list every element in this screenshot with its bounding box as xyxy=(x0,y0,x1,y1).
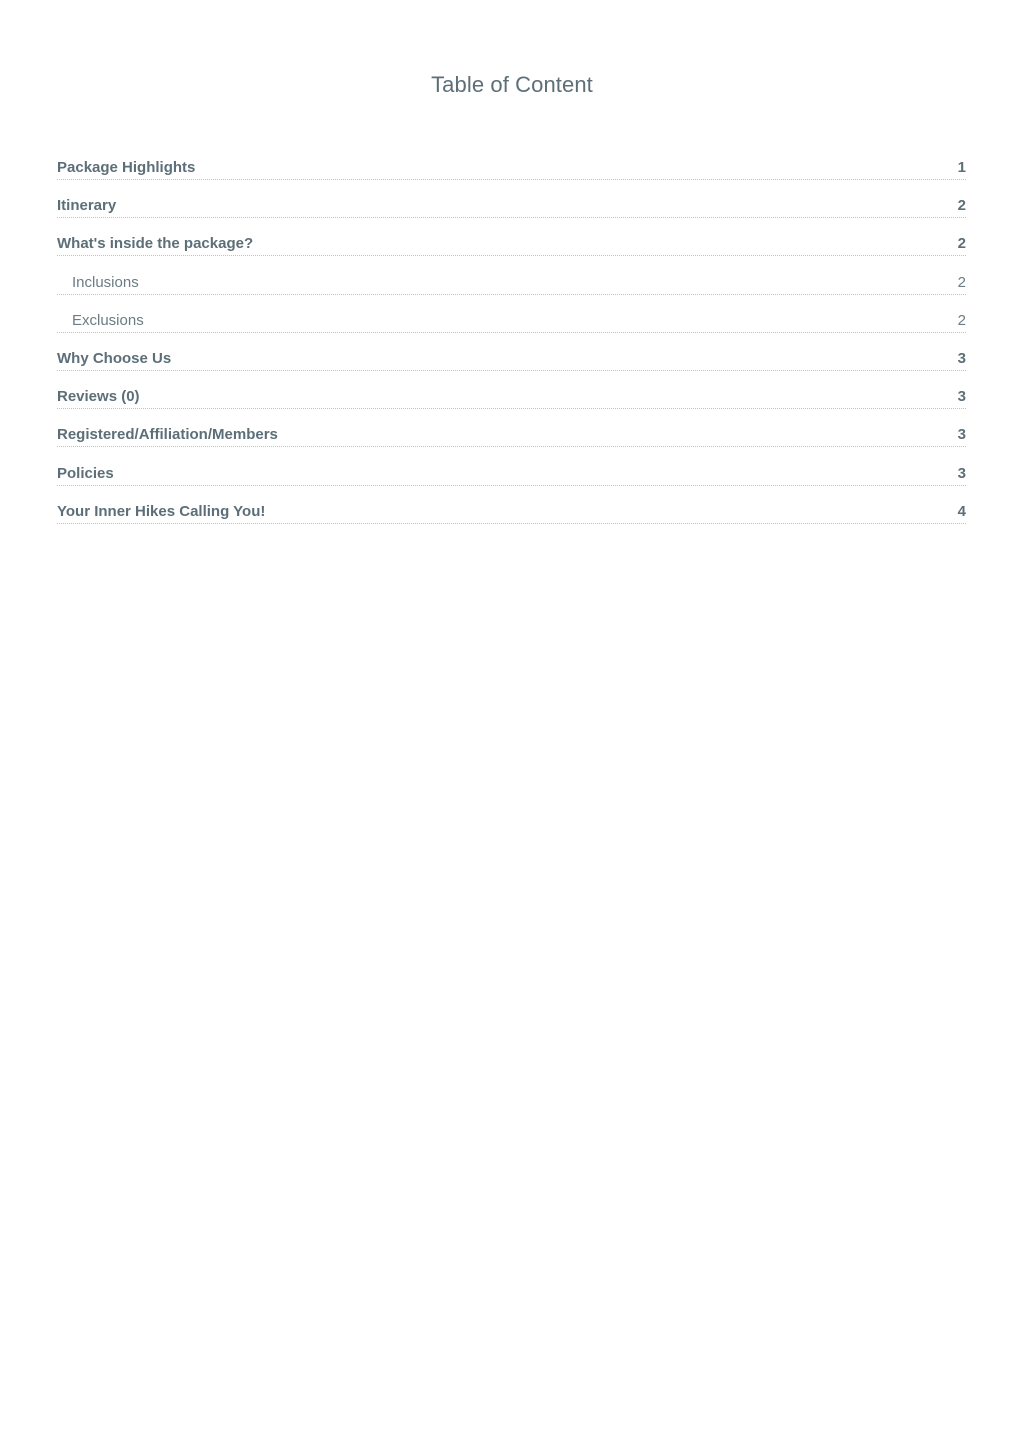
dotted-leader xyxy=(57,255,966,256)
toc-entry-page-number: 1 xyxy=(957,159,966,176)
toc-entry-label[interactable]: Exclusions xyxy=(72,311,144,329)
dotted-leader xyxy=(57,370,966,371)
dotted-leader xyxy=(57,408,966,409)
toc-entry-inner-hikes[interactable] xyxy=(57,494,966,532)
toc-entry-label[interactable]: Package Highlights xyxy=(57,159,196,176)
toc-entry-registered-affiliation[interactable] xyxy=(57,417,966,455)
toc-entry-label[interactable]: Inclusions xyxy=(72,273,139,291)
toc-entry-reviews[interactable] xyxy=(57,379,966,417)
toc-entry-label[interactable]: Registered/Affiliation/Members xyxy=(57,426,278,444)
toc-entry-itinerary[interactable] xyxy=(57,188,966,226)
toc-entry-policies[interactable] xyxy=(57,456,966,494)
toc-entry-page-number: 3 xyxy=(957,388,966,406)
toc-entry-inclusions[interactable] xyxy=(57,265,966,303)
dotted-leader xyxy=(57,294,966,295)
dotted-leader xyxy=(57,523,966,524)
dotted-leader xyxy=(57,179,966,180)
toc-entry-page-number: 3 xyxy=(957,426,966,444)
toc-entry-label[interactable]: Itinerary xyxy=(57,197,117,215)
page-title: Table of Content xyxy=(431,72,593,97)
toc-entry-page-number: 2 xyxy=(957,273,966,291)
toc-entry-exclusions[interactable] xyxy=(57,303,966,341)
toc-entry-label[interactable]: Your Inner Hikes Calling You! xyxy=(57,502,266,520)
toc-entry-label[interactable]: Why Choose Us xyxy=(57,349,172,367)
dotted-leader xyxy=(57,332,966,333)
dotted-leader xyxy=(57,217,966,218)
toc-entry-label[interactable]: What's inside the package? xyxy=(57,235,254,253)
toc-entry-page-number: 2 xyxy=(957,235,966,253)
dotted-leader xyxy=(57,446,966,447)
toc-entry-page-number: 4 xyxy=(957,502,966,520)
toc-entry-page-number: 3 xyxy=(957,464,966,482)
toc-entry-page-number: 3 xyxy=(957,349,966,367)
dotted-leader xyxy=(57,485,966,486)
toc-entry-label[interactable]: Policies xyxy=(57,464,114,482)
toc-entry-why-choose-us[interactable] xyxy=(57,341,966,379)
toc-entry-page-number: 2 xyxy=(957,197,966,215)
toc-entry-page-number: 2 xyxy=(957,311,966,329)
toc-entry-package-highlights[interactable] xyxy=(57,150,966,188)
toc-entry-label[interactable]: Reviews (0) xyxy=(57,388,140,406)
table-of-contents xyxy=(57,150,966,532)
toc-entry-whats-inside[interactable] xyxy=(57,226,966,264)
